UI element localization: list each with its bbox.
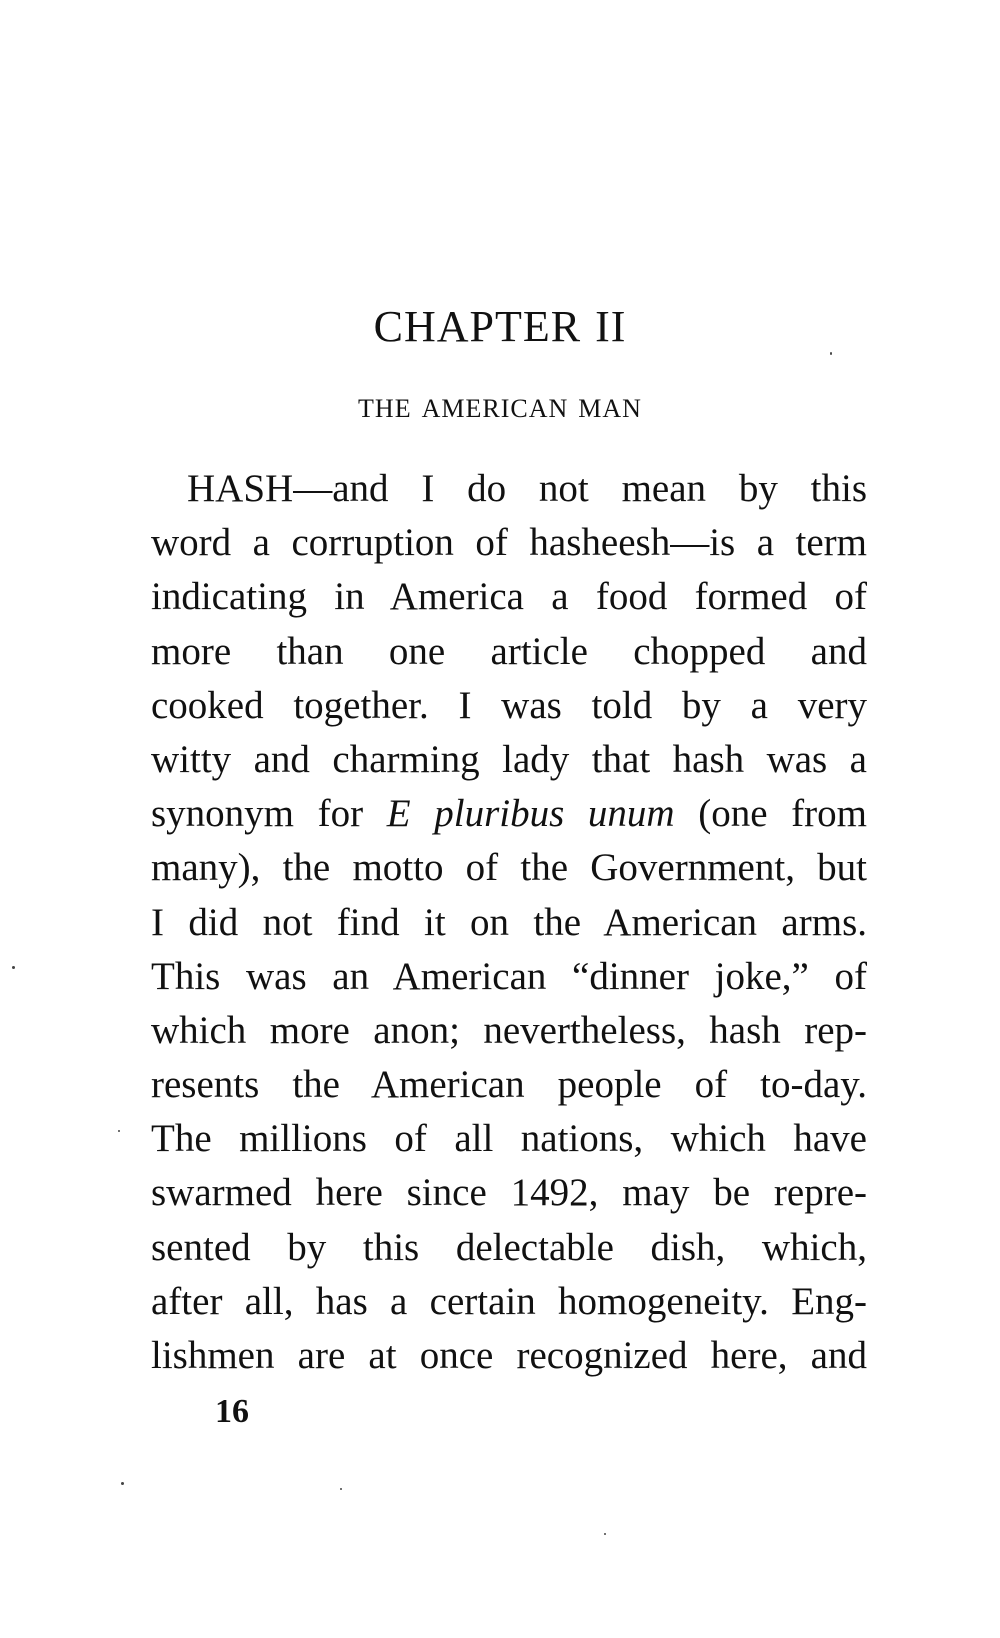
scan-speck [604,1533,606,1535]
chapter-label: CHAPTER [373,302,582,351]
chapter-title-word: MAN [578,394,642,423]
chapter-title-word: AMERICAN [421,394,569,423]
drop-word-initial: H [187,467,216,510]
text-line: I did not find it on the American arms. [151,900,867,944]
text-segment: synonym for [151,792,387,836]
chapter-title [0,392,1000,426]
text-line: word a corruption of hasheesh—is a term [151,521,867,565]
text-segment: (one from [674,792,867,836]
text-line: cooked together. I was told by a very [151,683,867,727]
text-line: more than one article chopped and [151,629,867,673]
text-line: This was an American “dinner joke,” of [151,954,867,998]
drop-word-rest: ASH [215,467,294,510]
page-number: 16 [215,1393,249,1430]
scan-speck [121,1482,124,1485]
scan-speck [340,1488,342,1490]
latin-motto: E pluribus unum [386,792,675,836]
scan-speck [12,966,15,969]
text-line: which more anon; nevertheless, hash rep- [151,1008,867,1052]
text-line-content: —and I do not mean by this [293,467,867,510]
text-line [151,462,867,516]
chapter-number: II [595,302,627,351]
text-line: The millions of all nations, which have [151,1117,867,1161]
text-line: witty and charming lady that hash was a [151,737,867,781]
text-line: lishmen are at once recognized here, and [151,1334,867,1377]
chapter-heading [0,302,1000,352]
text-line [151,787,867,841]
text-line: many), the motto of the Government, but [151,846,867,890]
scan-speck [118,1130,120,1132]
text-line: swarmed here since 1492, may be repre- [151,1171,867,1215]
scan-speck [830,352,832,355]
text-line: resents the American people of to-day. [151,1063,867,1107]
body-paragraph [151,462,867,1383]
text-line: after all, has a certain homogeneity. Eng- [151,1279,867,1323]
text-line: indicating in America a food formed of [151,575,867,619]
text-line: sented by this delectable dish, which, [151,1225,867,1269]
chapter-title-word: THE [358,394,412,423]
